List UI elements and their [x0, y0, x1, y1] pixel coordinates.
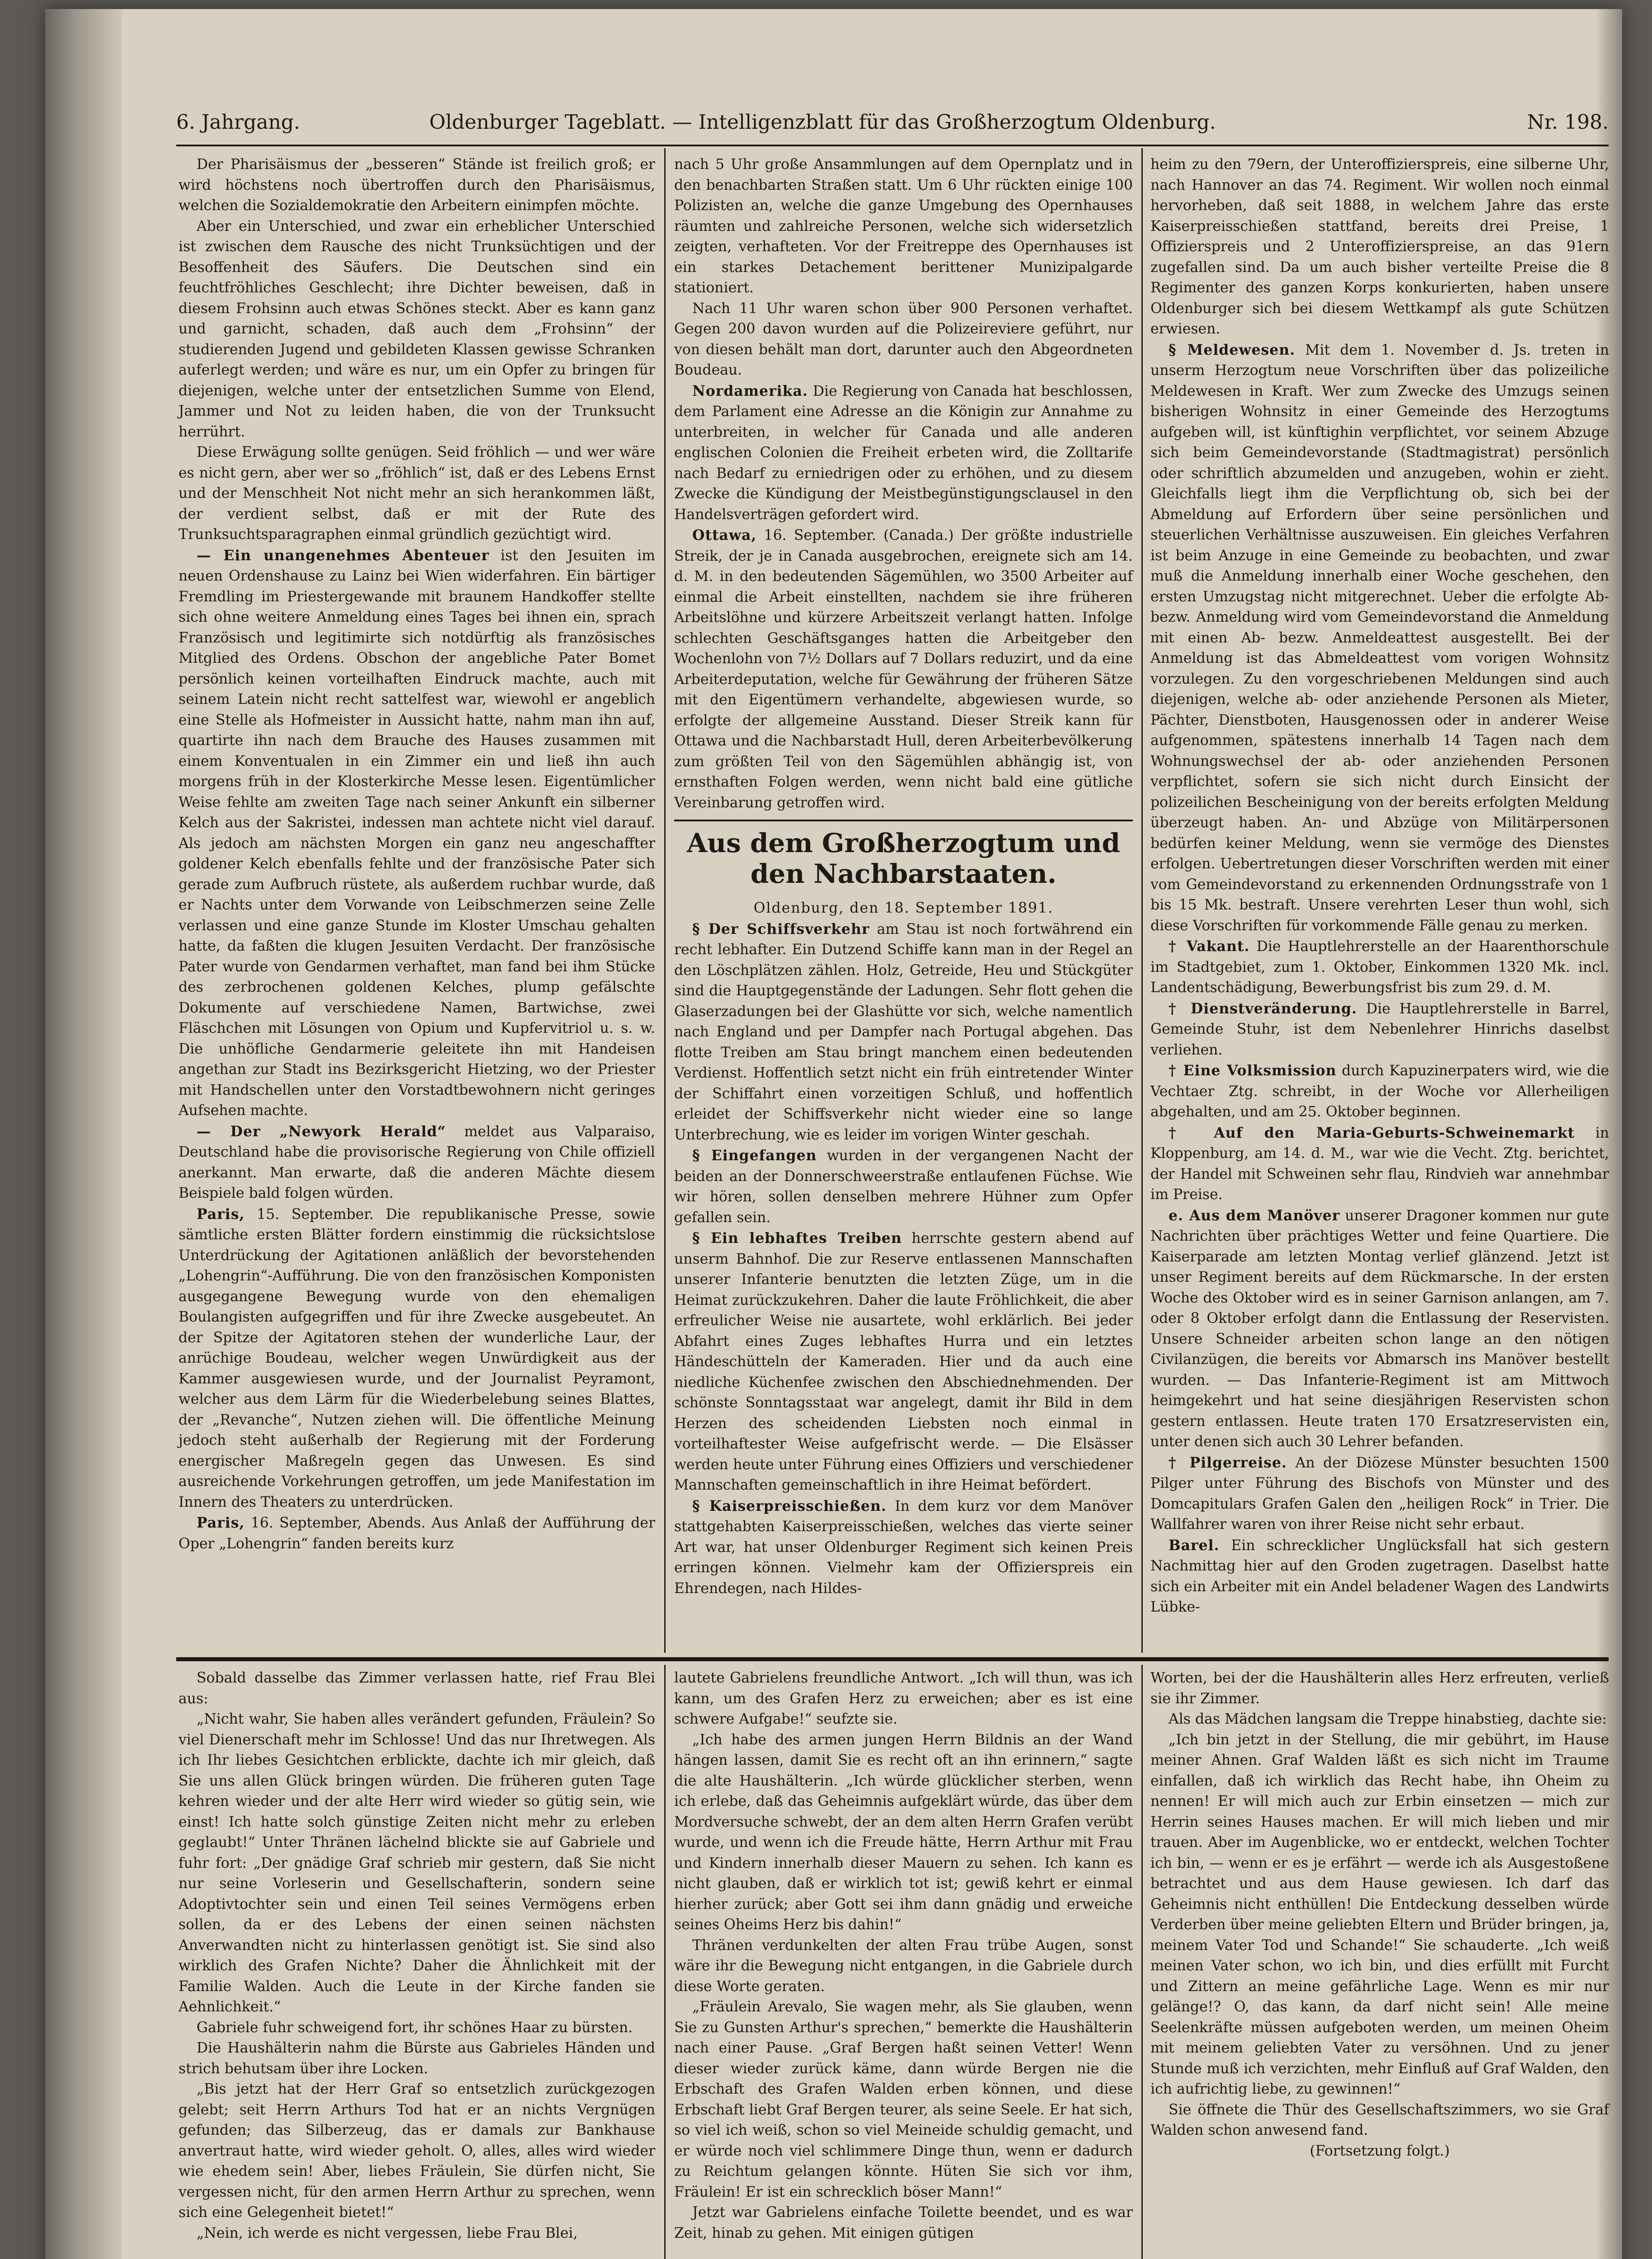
article-body: am Stau ist noch fortwährend ein recht lebhafter. Ein Dutzend Schiffe kann man in der Regel an den Löschplätzen zählen. Holz, Getreide, Heu und Stückgüter sind die Hauptgegenstände der Ladungen. Sehr flott gehen die Glaserzadungen bei der Glashütte vor sich, welche namentlich nach England und per Dampfer nach Portugal abgehen. Das flotte Treiben am Stau bringt manchem einen bedeutenden Verdienst. Hoffentlich setzt nicht ein früh eintretender Winter der Schiffahrt einen vorzeitigen Schluß, und hoffentlich erleidet der Schiffsverkehr nicht wieder eine so lange Unterbrechung, wie es leider im vorigen Winter geschah. — [674, 921, 1133, 1143]
running-header — [176, 111, 1609, 147]
article-body: 16. September. (Canada.) Der größte industrielle Streik, der je in Canada ausgebrochen, ereignete sich am 14. d. M. in den bedeutenden Sägemühlen, wo 3500 Arbeiter auf einmal die Arbeit einstellten, nachdem sie ihre früheren Arbeitslöhne und kürzere Arbeitszeit verlangt hatten. Infolge schlechten Geschäftsganges hatten die Arbeitgeber den Wochenlohn von 7½ Dollars auf 7 Dollars reduzirt, und da eine Arbeiterdeputation, welche für Gewährung der früheren Sätze mit den Eigentümern verhandelte, abgewiesen wurde, so erfolgte der allgemeine Ausstand. Dieser Streik kann für Ottawa und die Nachbarstadt Hull, deren Arbeiterbevölkerung zum größten Teil von den Sägemühlen abhängig ist, von ernsthaften Folgen werden, wenn nicht bald eine gütliche Vereinbarung getroffen wird. — [674, 527, 1133, 811]
paragraph: Thränen verdunkelten der alten Frau trübe Augen, sonst wäre ihr die Bewegung nicht entgangen, in die Gabriele durch diese Worte geraten. — [674, 1937, 1133, 1995]
paragraph: Gabriele fuhr schweigend fort, ihr schönes Haar zu bürsten. — [197, 2019, 633, 2036]
article — [1150, 936, 1609, 998]
article — [178, 1121, 655, 1204]
article — [1150, 1205, 1609, 1453]
article-body: ist den Jesuiten im neuen Ordenshause zu Lainz bei Wien widerfahren. Ein bärtiger Fremdling im Priestergewande mit braunem Handkoffer stellte sich ohne weitere Anmeldung eines Tages bei ihnen ein, sprach Französisch und legitimirte sich notdürftig als französisches Mitglied des Ordens. Obschon der angebliche Pater Bomet persönlich keinen vorteilhaften Eindruck machte, auch mit seinem Latein nicht recht sattelfest war, wiewohl er angeblich eine Stelle als Hofmeister in Aussicht hatte, nahm man ihn auf, quartirte ihn nach dem Brauche des Hauses zusammen mit einem Konventualen in ein Zimmer ein und ließ ihn auch morgens früh in der Klosterkirche Messe lesen. Eigentümlicher Weise fehlte am zweiten Tage nach seiner Ankunft ein silberner Kelch aus der Sakristei, indessen man achtete nicht viel darauf. Als jedoch am nächsten Morgen ein ganz neu angeschaffter goldener Kelch ebenfalls fehlte und der französische Pater sich gerade zum Aufbruch rüstete, als außerdem ruchbar wurde, daß er Nachts unter dem Vorwande von Leibschmerzen seine Zelle verlassen und eine ganze Stunde im Kloster Umschau gehalten hatte, da faßten die klugen Jesuiten Verdacht. Der französische Pater wurde von Gendarmen verhaftet, man fand bei ihm Stücke des zerbrochenen goldenen Kelches, plump gefälschte Dokumente auf verschiedene Namen, Bartwichse, zwei Fläschchen mit Lösungen von Opium und Kupfervitriol u. s. w. Die unhöfliche Gendarmerie geleitete ihn mit Handeisen angethan zur Stadt ins Bezirksgericht Hietzing, wo der Priester mit Handschellen unter den Vorstadtbewohnern nicht geringes Aufsehen machte. — [178, 547, 655, 1119]
article-body: unserer Dragoner kommen nur gute Nachrichten über prächtiges Wetter und feine Quartiere. Die Kaiserparade am letzten Montag verlief glänzend. Jetzt ist unser Regiment bereits auf dem Rückmarsche. In der ersten Woche des Oktober wird es in seiner Garnison anlangen, am 7. oder 8 Oktober erfolgt dann die Entlassung der Reservisten. Unsere Schneider arbeiten schon lange an den nötigen Civilanzügen, die bereits vor Abmarsch ins Manöver bestellt wurden. — Das Infanterie-Regiment ist am Mittwoch heimgekehrt und hat seine diesjährigen Reservisten schon gestern entlassen. Heute traten 170 Ersatzreservisten ein, unter denen sich auch 30 Lehrer befanden. — [1150, 1207, 1609, 1450]
article — [674, 1145, 1133, 1228]
article-heading: § Ein lebhaftes Treiben — [692, 1230, 902, 1247]
column-rule — [664, 148, 666, 1653]
paragraph: „Nein, ich werde es nicht vergessen, liebe Frau Blei, — [197, 2225, 578, 2241]
article-column-2 — [674, 155, 1133, 1599]
article-heading: Nordamerika. — [692, 382, 808, 399]
volume-label: 6. Jahrgang. — [176, 111, 300, 134]
article-body: 16. September, Abends. Aus Anlaß der Aufführung der Oper „Lohengrin“ fanden bereits kurz — [178, 1515, 655, 1552]
article-body: An der Diözese Münster besuchten 1500 Pilger unter Führung des Bischofs von Münster und des Domcapitulars Grafen Galen den „heiligen Rock“ in Trier. Die Wallfahrer waren von ihrer Reise nicht sehr erbaut. — [1150, 1454, 1609, 1533]
paragraph: „Fräulein Arevalo, Sie wagen mehr, als Sie glauben, wenn Sie zu Gunsten Arthur's sprechen,“ bemerkte die Haushälterin nach einer Pause. „Graf Bergen haßt seinen Vetter! Wenn dieser wieder zurück käme, dann würde Bergen nie die Erbschaft des Grafen Walden erben können, und diese Erbschaft liebt Graf Bergen teurer, als seine Seele. Er hat sich, so viel ich weiß, schon so viel Meineide schuldig gemacht, und er würde noch viel schlimmere Dinge thun, wenn er dadurch zu Reichtum gelangen könnte. Hüten Sie sich vor ihm, Fräulein! Er ist ein schrecklich böser Mann!“ — [674, 1999, 1133, 2200]
paragraph: Worten, bei der die Haushälterin alles Herz erfreuten, verließ sie ihr Zimmer. — [1150, 1670, 1609, 1707]
feuilleton-column-3 — [1150, 1668, 1609, 2161]
paragraph: Jetzt war Gabrielens einfache Toilette beendet, und es war Zeit, hinab zu gehen. Mit einigen gütigen — [674, 2204, 1133, 2241]
article-heading: † Auf den Maria-Geburts-Schweinemarkt — [1169, 1124, 1575, 1141]
article — [674, 525, 1133, 813]
article-body: Die Hauptlehrerstelle in Barrel, Gemeinde Stuhr, ist dem Nebenlehrer Hinrichs daselbst verliehen. — [1150, 1000, 1609, 1058]
article — [1150, 1453, 1609, 1535]
article-heading: Paris, — [197, 1205, 245, 1223]
paragraph: nach 5 Uhr große Ansammlungen auf dem Opernplatz und in den benachbarten Straßen statt. Um 6 Uhr rückten einige 100 Polizisten an, welche die ganze Umgebung des Opernhauses räumten und zahlreiche Personen, welche sich widersetzlich zeigten, verhafteten. Vor der Freitreppe des Opernhauses ist ein starkes Detachement berittener Munizipalgarde stationiert. — [674, 156, 1133, 296]
feuilleton-column-1 — [178, 1668, 655, 2244]
article-heading: § Eingefangen — [692, 1147, 817, 1164]
newspaper-title: Oldenburger Tageblatt. — Intelligenzblatt für das Großherzogtum Oldenburg. — [429, 111, 1216, 134]
article-body: Die Regierung von Canada hat beschlossen, dem Parlament eine Adresse an die Königin zur Annahme zu unterbreiten, in welcher für Canada und alle anderen englischen Colonien die Freiheit erbeten wird, die Zolltarife nach Bedarf zu erniedrigen oder zu erhöhen, und zu diesem Zwecke die Kündigung der Meistbegünstigungsclausel in den Handelsverträgen gefordert wird. — [674, 383, 1133, 523]
paragraph: Die Haushälterin nahm die Bürste aus Gabrieles Händen und strich behutsam über ihre Locken. — [178, 2040, 655, 2077]
issue-number: Nr. 198. — [1527, 111, 1609, 134]
article-body: meldet aus Valparaiso, Deutschland habe die provisorische Regierung von Chile offiziell anerkannt. Man erwarte, daß die anderen Mächte diesem Beispiele bald folgen würden. — [178, 1123, 655, 1201]
article-heading: § Meldewesen. — [1169, 341, 1295, 358]
article-heading: † Vakant. — [1169, 938, 1250, 955]
column-rule — [1141, 148, 1143, 1653]
paragraph: heim zu den 79ern, der Unteroffizierspreis, eine silberne Uhr, nach Hannover an das 74. Regiment. Wir wollen noch einmal hervorheben, daß seit 1888, in welchem Jahre das erste Kaiserpreisschießen stattfand, bereits drei Preise, 1 Offizierspreis und 2 Unteroffizierspreise, an das 91ern zugefallen sind. Da um auch bisher verteilte Preise die 8 Regimenter des ganzen Korps konkurierten, haben unsere Oldenburger sich bei diesem Wettkampf als gute Schützen erwiesen. — [1150, 156, 1609, 337]
article — [674, 1496, 1133, 1599]
header-rule — [176, 145, 1609, 146]
article-heading: Barel. — [1169, 1537, 1220, 1554]
column-rule — [1141, 1665, 1143, 2259]
article-body: durch Kapuzinerpaters wird, wie die Vechtaer Ztg. schreibt, in der Woche vor Allerheiligen abgehalten, und am 25. Oktober beginnen. — [1150, 1063, 1609, 1120]
article — [1150, 1060, 1609, 1123]
article-heading: § Der Schiffsverkehr — [692, 920, 870, 937]
article-heading: e. Aus dem Manöver — [1169, 1207, 1340, 1224]
article-body: in Kloppenburg, am 14. d. M., war wie die Vecht. Ztg. berichtet, der Handel mit Schweinen sehr flau, Rindvieh war annehmbar im Preise. — [1150, 1125, 1609, 1203]
article-heading: — Ein unangenehmes Abenteuer — [197, 547, 489, 564]
article — [178, 1204, 655, 1513]
paragraph: „Nicht wahr, Sie haben alles verändert gefunden, Fräulein? So viel Dienerschaft mehr im Schlosse! Und das nur Ihretwegen. Als ich Ihr liebes Gesichtchen erblickte, dachte ich mir gleich, daß Sie uns allen Glück bringen würden. Die früheren guten Tage kehren wieder und der alte Herr wird wieder so gütig sein, wie einst! Ich hatte solch günstige Zeiten nicht mehr zu erleben geglaubt!“ Unter Thränen lächelnd blickte sie auf Gabriele und fuhr fort: „Der gnädige Graf schrieb mir gestern, daß Sie nicht nur seine Vorleserin und Gesellschafterin, sondern seine Adoptivtochter sein und einen Teil seines Vermögens erben sollen, da er des Lebens der einen seinen nächsten Anverwandten nicht zu hinterlassen genötigt ist. Sie sind also wirklich des Grafen Nichte? Daher die Ähnlichkeit mit der Familie Walden. Auch die Leute in der Kirche fanden sie Aehnlichkeit.“ — [178, 1711, 655, 2015]
feuilleton-divider — [176, 1657, 1609, 1661]
article-column-3 — [1150, 155, 1609, 1618]
newspaper-page — [45, 9, 1622, 2259]
paragraph: Aber ein Unterschied, und zwar ein erheblicher Unterschied ist zwischen dem Rausche des nicht Trunksüchtigen und der Besoffenheit des Säufers. Die Deutschen sind ein feuchtfröhliches Geschlecht; ihre Dichter beweisen, daß in diesem Frohsinn auch etwas Schönes steckt. Aber es kann ganz und garnicht, schaden, daß auch dem „Frohsinn“ der studierenden Jugend und gebildeten Klassen gewisse Schranken auferlegt werden; und wäre es nur, um ein Opfer zu bringen für diejenigen, welche unter der entsetzlichen Summe von Elend, Jammer und Not zu leiden haben, die von der Trunksucht herrührt. — [178, 218, 655, 440]
paragraph: Nach 11 Uhr waren schon über 900 Personen verhaftet. Gegen 200 davon wurden auf die Polizeireviere geführt, nur von diesen behält man dort, darunter auch den Abgeordneten Boudeau. — [674, 300, 1133, 378]
article — [674, 381, 1133, 525]
article-column-1 — [178, 155, 655, 1554]
article-body: In dem kurz vor dem Manöver stattgehabten Kaiserpreisschießen, welches das vierte seiner Art war, hat unser Oldenburger Regiment sich keinen Preis erringen können. Vielmehr kam der Offizierspreis ein Ehrendegen, nach Hildes- — [674, 1498, 1133, 1597]
article — [674, 1228, 1133, 1496]
article — [178, 1513, 655, 1554]
column-rule — [664, 1665, 666, 2259]
paragraph: „Bis jetzt hat der Herr Graf so entsetzlich zurückgezogen gelebt; seit Herrn Arthurs Tod hat er an nichts Vergnügen gefunden; das Silberzeug, das er damals zur Bankhause anvertraut hatte, wird wieder geholt. O, alles, alles wird wieder wie ehedem sein! Aber, liebes Fräulein, Sie dürfen nicht, Sie vergessen nicht, für den armen Herrn Arthur zu sprechen, wenn sich eine Gelegenheit bietet!“ — [178, 2081, 655, 2221]
paragraph: Sobald dasselbe das Zimmer verlassen hatte, rief Frau Blei aus: — [178, 1670, 655, 1707]
feuilleton-column-2 — [674, 1668, 1133, 2244]
article-body: 15. September. Die republikanische Presse, sowie sämtliche ersten Blätter fordern einstimmig die rücksichtslose Unterdrückung der Agitationen anläßlich der bevorstehenden „Lohengrin“-Aufführung. Die von den französischen Komponisten ausgegangene Bewegung wurde von den ehemaligen Boulangisten aufgegriffen und für ihre Zwecke ausgebeutet. An der Spitze der Agitatoren stehen der wunderliche Laur, der anrüchige Boudeau, welcher wegen Unwürdigkeit aus der Kammer ausgewiesen wurde, und der Journalist Peyramont, welcher aus dem Lärm für die Wiederbelebung seines Blattes, der „Revanche“, Nutzen ziehen will. Die öffentliche Meinung jedoch steht außerhalb der Regierung mit der Forderung energischer Maßregeln gegen das Unwesen. Es sind ausreichende Vorkehrungen getroffen, um jede Manifestation im Innern des Theaters zu unterdrücken. — [178, 1206, 655, 1510]
paragraph: „Ich habe des armen jungen Herrn Bildnis an der Wand hängen lassen, damit Sie es recht oft an ihn erinnern,“ sagte die alte Haushälterin. „Ich würde glücklicher sterben, wenn ich erlebe, daß das Geheimnis aufgeklärt würde, das über dem Mordversuche schwebt, der an dem alten Herrn Grafen verübt wurde, und wenn ich die Freude hätte, Herrn Arthur mit Frau und Kindern innerhalb dieser Mauern zu sehen. Ich kann es nicht glauben, daß er wirklich tot ist; gewiß kehrt er einmal hierher zurück; aber Gott sei ihm dann gnädig und erweiche seines Oheims Herz bis dahin!“ — [674, 1731, 1133, 1933]
article — [1150, 998, 1609, 1061]
article-heading: — Der „Newyork Herald“ — [197, 1123, 446, 1140]
article-heading: Ottawa, — [692, 527, 757, 544]
paragraph: Der Pharisäismus der „besseren“ Stände ist freilich groß; er wird höchstens noch übertroffen durch den Pharisäismus, welchen die Sozialdemokratie den Arbeitern einimpfen möchte. — [178, 156, 655, 214]
paragraph: Diese Erwägung sollte genügen. Seid fröhlich — und wer wäre es nicht gern, aber wer so „fröhlich“ ist, daß er des Lebens Ernst und der Menschheit Not nicht mehr an sich herankommen läßt, der verdient selbst, daß er mit der Rute des Trunksuchtsparagraphen einmal gründlich gezüchtigt wird. — [178, 444, 655, 543]
article-heading: † Pilgerreise. — [1169, 1454, 1287, 1471]
continuation-note: (Fortsetzung folgt.) — [1309, 2142, 1450, 2159]
paragraph: Sie öffnete die Thür des Gesellschaftszimmers, wo sie Graf Walden schon anwesend fand. — [1150, 2101, 1609, 2138]
article-body: wurden in der vergangenen Nacht der beiden an der Donnerschweerstraße entlaufenen Füchse. Wie wir hören, sollen denselben mehrere Hühner zum Opfer gefallen sein. — [674, 1148, 1133, 1226]
article-heading: Paris, — [197, 1514, 245, 1531]
article-body: Die Hauptlehrerstelle an der Haarenthorschule im Stadtgebiet, zum 1. Oktober, Einkommen 1320 Mk. incl. Landentschädigung, Bewerbungsfrist bis zum 29. d. M. — [1150, 938, 1609, 996]
paragraph: Als das Mädchen langsam die Treppe hinabstieg, dachte sie: — [1169, 1711, 1607, 1727]
book-spine — [45, 9, 122, 2259]
article-body: Mit dem 1. November d. Js. treten in unserm Herzogtum neue Vorschriften über das polizeiliche Meldewesen in Kraft. Wer zum Zwecke des Umzugs seinen bisherigen Wohnsitz in einer Gemeinde des Herzogtums aufgeben will, ist künftighin verpflichtet, vor seinem Abzuge sich beim Gemeindevorstande (Stadtmagistrat) persönlich oder schriftlich abzumelden und anzugeben, wohin er zieht. Gleichfalls liegt ihm die Verpflichtung ob, sich bei der Abmeldung auf Erfordern über seine persönlichen und steuerlichen Verhältnisse auszuweisen. Ein gleiches Verfahren ist beim Anzuge in eine Gemeinde zu beobachten, und zwar muß die Anmeldung innerhalb einer Woche geschehen, den ersten Umzugstag nicht mitgerechnet. Ueber die erfolgte Ab- bezw. Anmeldung wird vom Gemeindevorstand die Anmeldung mit einen Ab- bezw. Anmeldeattest ausgestellt. Bei der Anmeldung ist das Abmeldeattest vom vorigen Wohnsitz vorzulegen. Zu den vorgeschriebenen Meldungen sind auch diejenigen, welche ab- oder anziehende Personen als Mieter, Pächter, Dienstboten, Hausgenossen oder in anderer Weise aufgenommen, spätestens innerhalb 14 Tagen nach dem Wohnungswechsel der ab- oder anziehenden Personen verpflichtet, sofern sie sich nicht durch Einsicht der polizeilichen Bescheinigung von der bereits erfolgten Meldung überzeugt haben. An- und Abzüge von Militärpersonen bedürfen keiner Meldung, wenn sie vermöge des Dienstes erfolgen. Uebertretungen dieser Vorschriften werden mit einer vom Gemeindevorstand zu erkennenden Ordnungsstrafe von 1 bis 15 Mk. bestraft. Unsere verehrten Leser thun wohl, sich diese Vorschriften für vorkommende Fälle genau zu merken. — [1150, 342, 1609, 934]
section-rule — [674, 820, 1133, 821]
article — [178, 545, 655, 1121]
dateline: Oldenburg, den 18. September 1891. — [753, 900, 1054, 916]
article-body: Ein schrecklicher Unglücksfall hat sich gestern Nachmittag hier auf den Groden zugetragen. Daselbst hatte sich ein Arbeiter mit ein Andel beladener Wagen des Landwirts Lübke- — [1150, 1537, 1609, 1615]
paragraph: „Ich bin jetzt in der Stellung, die mir gebührt, im Hause meiner Ahnen. Graf Walden läßt es sich nicht im Traume einfallen, daß ich wirklich das Recht habe, ihn Oheim zu nennen! Er will mich auch zur Erbin einsetzen — mich zur Herrin seines Hauses machen. Er will mich lieben und mir trauen. Aber im Augenblicke, wo er entdeckt, welchen Tochter ich bin, — wenn er es je erfährt — werde ich als Ausgestoßene betrachtet und aus dem Hause gewiesen. Ich darf das Geheimnis nicht enthüllen! Die Entdeckung desselben würde Verderben über meine geliebten Eltern und Brüder bringen, ja, meinem Vater Tod und Schande!“ Sie schauderte. „Ich weiß meinen Vater schon, wo ich bin, und dies erfüllt mit Furcht und Zittern an meine gefährliche Lage. Wenn es mir nur gelänge!? O, das kann, da darf nicht sein! Alle meine Seelenkräfte müssen aufgeboten werden, um meinen Oheim mit meinem geliebten Vater zu versöhnen. Und zu jener Stunde muß ich verzichten, mehr Einfluß auf Graf Walden, den ich aufrichtig liebe, zu gewinnen!“ — [1150, 1731, 1609, 2097]
article — [1150, 1535, 1609, 1618]
article-heading: § Kaiserpreisschießen. — [692, 1497, 887, 1514]
article-heading: † Eine Volksmission — [1169, 1062, 1337, 1079]
article — [674, 919, 1133, 1146]
article — [1150, 1123, 1609, 1205]
section-title: Aus dem Großherzogtum und den Nachbarstaaten. — [686, 828, 1121, 889]
article-heading: † Dienstveränderung. — [1169, 1000, 1357, 1017]
article — [1150, 340, 1609, 937]
paragraph: lautete Gabrielens freundliche Antwort. „Ich will thun, was ich kann, um des Grafen Herz zu erweichen; aber es ist eine schwere Aufgabe!“ seufzte sie. — [674, 1670, 1133, 1727]
article-body: herrschte gestern abend auf unserm Bahnhof. Die zur Reserve entlassenen Mannschaften unserer Infanterie benutzten die letzten Züge, um in die Heimat zurückzukehren. Daher die laute Fröhlichkeit, die aber erfreulicher Weise nie ausartete, wohl erklärlich. Bei jeder Abfahrt eines Zuges lebhaftes Hurra und ein letztes Händeschütteln der Kameraden. Hier und da auch eine niedliche Küchenfee zwischen den Abschiednehmenden. Der schönste Sonntagsstaat war angelegt, damit ihr Bild in dem Herzen des scheidenden Liebsten noch einmal in vorteilhaftester Weise aufgefrischt werde. — Die Elsässer werden heute unter Führung eines Offiziers und verschiedener Mannschaften gemeinschaftlich in ihre Heimat befördert. — [674, 1230, 1133, 1493]
